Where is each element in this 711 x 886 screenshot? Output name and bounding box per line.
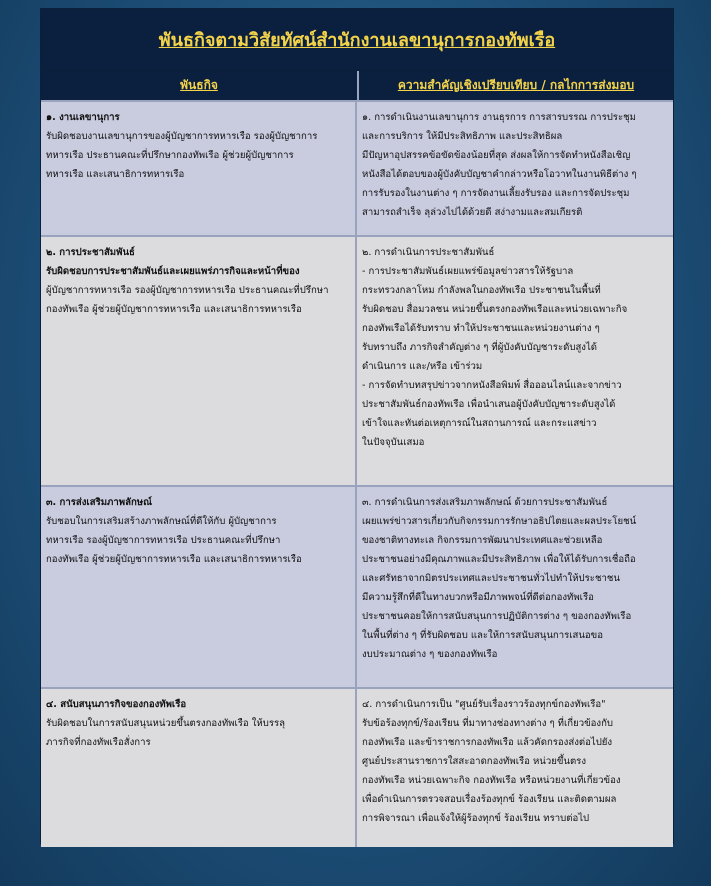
importance-cell	[357, 487, 673, 687]
importance-line: ประชาสัมพันธ์กองทัพเรือ เพื่อนำเสนอผู้บังคับบัญชาระดับสูงได้	[362, 399, 616, 410]
mission-line: รับผิดชอบงานเลขานุการของผู้บัญชาการทหารเรือ รองผู้บัญชาการ	[46, 131, 318, 142]
page-title: พันธกิจตามวิสัยทัศน์สำนักงานเลขานุการกองทัพเรือ	[158, 29, 556, 51]
importance-line: ๔. การดำเนินการเป็น "ศูนย์รับเรื่องราวร้องทุกข์กองทัพเรือ"	[362, 699, 606, 710]
importance-line: เข้าใจและทันต่อเหตุการณ์ในสถานการณ์ และกระแสข่าว	[362, 418, 597, 429]
importance-line: รับข้อร้องทุกข์/ร้องเรียน ที่มาทางช่องทางต่าง ๆ ที่เกี่ยวข้องกับ	[362, 718, 614, 729]
mission-line: รับผิดชอบในการสนับสนุนหน่วยขึ้นตรงกองทัพเรือ ให้บรรลุ	[46, 718, 286, 729]
table-row	[41, 237, 673, 487]
importance-cell	[357, 237, 673, 485]
mission-line: รับผิดชอบการประชาสัมพันธ์และเผยแพร่ภารกิจและหน้าที่ของ	[46, 266, 300, 277]
importance-line: เพื่อดำเนินการตรวจสอบเรื่องร้องทุกข์ ร้องเรียน และติดตามผล	[362, 794, 617, 805]
importance-line: การรับรองในงานต่าง ๆ การจัดงานเลี้ยงรับรอง และการจัดประชุม	[362, 188, 630, 199]
importance-line: มีปัญหาอุปสรรคข้อขัดข้องน้อยที่สุด ส่งผลให้การจัดทำหนังสือเชิญ	[362, 150, 631, 161]
importance-line: สามารถสำเร็จ ลุล่วงไปได้ด้วยดี สง่างามและสมเกียรติ	[362, 207, 583, 218]
importance-cell	[357, 689, 673, 847]
mission-cell	[41, 689, 357, 847]
importance-line: มีความรู้สึกที่ดีในทางบวกหรือมีภาพพจน์ที่ดีต่อกองทัพเรือ	[362, 592, 594, 603]
importance-line: รับผิดชอบ สื่อมวลชน หน่วยขึ้นตรงกองทัพเรือและหน่วยเฉพาะกิจ	[362, 304, 628, 315]
importance-line: ประชาชนคอยให้การสนับสนุนการปฏิบัติการต่าง ๆ ของกองทัพเรือ	[362, 611, 632, 622]
mission-line: กองทัพเรือ ผู้ช่วยผู้บัญชาการทหารเรือ และเสนาธิการทหารเรือ	[46, 304, 302, 315]
table-row	[41, 102, 673, 237]
title-bar	[41, 9, 673, 71]
importance-line: - การจัดทำบทสรุปข่าวจากหนังสือพิมพ์ สื่อออนไลน์และจากข่าว	[362, 380, 622, 391]
importance-line: ในพื้นที่ต่าง ๆ ที่รับผิดชอบ และให้การสนับสนุนการเสนอขอ	[362, 630, 604, 641]
importance-line: ประชาชนอย่างมีคุณภาพและมีประสิทธิภาพ เพื่อให้ได้รับการเชื่อถือ	[362, 554, 636, 565]
mission-cell	[41, 102, 357, 235]
table-header	[41, 71, 673, 102]
importance-line: - การประชาสัมพันธ์เผยแพร่ข้อมูลข่าวสารให้รัฐบาล	[362, 266, 574, 277]
header-mission: พันธกิจ	[41, 71, 359, 100]
mission-line: ภารกิจที่กองทัพเรือสั่งการ	[46, 737, 151, 748]
importance-line: กระทรวงกลาโหม กำลังพลในกองทัพเรือ ประชาชนในพื้นที่	[362, 285, 601, 296]
mission-line: ทหารเรือ และเสนาธิการทหารเรือ	[46, 169, 185, 180]
importance-line: และศรัทธาจากมิตรประเทศและประชาชนทั่วไปทำให้ประชาชน	[362, 573, 620, 584]
mission-table	[40, 8, 674, 844]
importance-line: รับทราบถึง ภารกิจสำคัญต่าง ๆ ที่ผู้บังคับบัญชาระดับสูงได้	[362, 342, 598, 353]
importance-line: ในปัจจุบันเสมอ	[362, 437, 425, 448]
importance-line: และการบริการ ให้มีประสิทธิภาพ และประสิทธิผล	[362, 131, 563, 142]
importance-cell	[357, 102, 673, 235]
mission-line: ผู้บัญชาการทหารเรือ รองผู้บัญชาการทหารเรือ ประธานคณะที่ปรึกษา	[46, 285, 329, 296]
importance-line: กองทัพเรือ หน่วยเฉพาะกิจ กองทัพเรือ หรือหน่วยงานที่เกี่ยวข้อง	[362, 775, 621, 786]
importance-line: ๑. การดำเนินงานเลขานุการ งานธุรการ การสารบรรณ การประชุม	[362, 112, 636, 123]
mission-title: ๑. งานเลขานุการ	[46, 112, 120, 123]
importance-line: งบประมาณต่าง ๆ ของกองทัพเรือ	[362, 649, 498, 660]
importance-line: ศูนย์ประสานราชการใสสะอาดกองทัพเรือ หน่วยขึ้นตรง	[362, 756, 587, 767]
importance-line: ดำเนินการ และ/หรือ เข้าร่วม	[362, 361, 483, 372]
importance-line: กองทัพเรือได้รับทราบ ทำให้ประชาชนและหน่วยงานต่าง ๆ	[362, 323, 600, 334]
mission-line: รับชอบในการเสริมสร้างภาพลักษณ์ที่ดีให้กับ ผู้บัญชาการ	[46, 516, 277, 527]
mission-line: ทหารเรือ รองผู้บัญชาการทหารเรือ ประธานคณะที่ปรึกษา	[46, 535, 281, 546]
mission-line: กองทัพเรือ ผู้ช่วยผู้บัญชาการทหารเรือ และเสนาธิการทหารเรือ	[46, 554, 302, 565]
importance-line: การพิจารณา เพื่อแจ้งให้ผู้ร้องทุกข์ ร้องเรียน ทราบต่อไป	[362, 813, 590, 824]
importance-line: หนังสือได้ตอบของผู้บังคับบัญชาคำกล่าวหรือโอวาทในงานพิธีต่าง ๆ	[362, 169, 637, 180]
importance-line: ๒. การดำเนินการประชาสัมพันธ์	[362, 247, 495, 258]
mission-title: ๒. การประชาสัมพันธ์	[46, 247, 135, 258]
mission-line: ทหารเรือ ประธานคณะที่ปรึกษากองทัพเรือ ผู้ช่วยผู้บัญชาการ	[46, 150, 294, 161]
mission-title: ๓. การส่งเสริมภาพลักษณ์	[46, 497, 152, 508]
table-row	[41, 689, 673, 847]
header-importance: ความสำคัญเชิงเปรียบเทียบ / กลไกการส่งมอบ	[397, 78, 635, 92]
importance-line: เผยแพร่ข่าวสารเกี่ยวกับกิจกรรมการรักษาอธิปไตยและผลประโยชน์	[362, 516, 637, 527]
table-row	[41, 487, 673, 689]
mission-cell	[41, 237, 357, 485]
importance-line: กองทัพเรือ และข้าราชการกองทัพเรือ แล้วคัดกรองส่งต่อไปยัง	[362, 737, 613, 748]
mission-title: ๔. สนับสนุนภารกิจของกองทัพเรือ	[46, 699, 187, 710]
importance-line: ของชาติทางทะเล กิจกรรมการพัฒนาประเทศและช่วยเหลือ	[362, 535, 603, 546]
mission-cell	[41, 487, 357, 687]
importance-line: ๓. การดำเนินการส่งเสริมภาพลักษณ์ ด้วยการประชาสัมพันธ์	[362, 497, 608, 508]
